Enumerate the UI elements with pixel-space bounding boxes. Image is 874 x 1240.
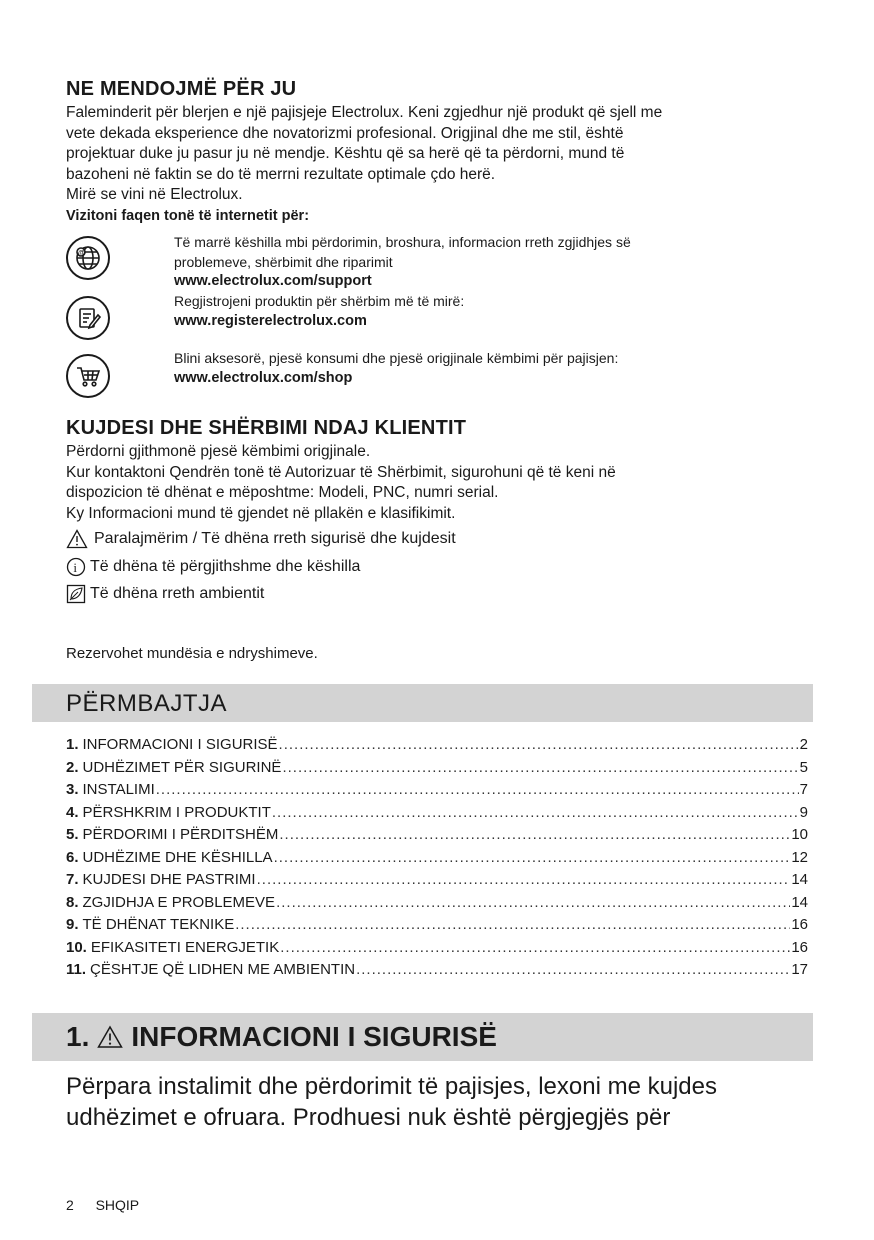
toc-title: PËRMBAJTJA	[66, 690, 228, 717]
globe-support-icon	[66, 236, 110, 280]
support-link[interactable]: www.electrolux.com/support	[174, 273, 372, 289]
leaf-environment-icon	[66, 584, 86, 604]
reserved-note: Rezervohet mundësia e ndryshimeve.	[66, 645, 318, 662]
toc-item[interactable]: 10. EFIKASITETI ENERGJETIK ..... 16	[66, 937, 808, 960]
page-footer	[66, 1197, 139, 1213]
care-paragraph: Përdorni gjithmonë pjesë këmbimi origjinale. Kur kontaktoni Qendrën tonë të Autorizuar të Shërbimit, sigurohuni që të keni në dispozicion të dhënat e mëposhtme: Modeli, PNC, numri serial. Ky Informacioni mund të gjendet në pllakën e klasifikimit.	[66, 443, 616, 522]
intro-paragraph	[66, 103, 806, 226]
page-number: 2	[66, 1197, 74, 1213]
register-link[interactable]: www.registerelectrolux.com	[174, 312, 367, 329]
intro-line: projektuar duke ju pasur ju në mendje. Kështu që sa herë që ta përdorni, mund të	[66, 145, 625, 162]
intro-heading: NE MENDOJMË PËR JU	[66, 78, 297, 100]
legend-info: i Të dhëna të përgjithshme dhe këshilla	[66, 557, 360, 577]
svg-text:@: @	[78, 250, 85, 257]
toc-item[interactable]: 6. UDHËZIME DHE KËSHILLA ..... 12	[66, 847, 808, 870]
care-heading: KUJDESI DHE SHËRBIMI NDAJ KLIENTIT	[66, 417, 467, 439]
legend-environment: Të dhëna rreth ambientit	[66, 584, 264, 604]
language-label: SHQIP	[95, 1197, 140, 1213]
toc-item[interactable]: 8. ZGJIDHJA E PROBLEMEVE ..... 14	[66, 892, 808, 915]
web-item-shop: Blini aksesorë, pjesë konsumi dhe pjesë origjinale këmbimi për pajisjen: www.electrolux.com/shop	[174, 349, 618, 388]
web-item-register: Regjistrojeni produktin për shërbim më të mirë: www.registerelectrolux.com	[174, 292, 464, 331]
svg-text:i: i	[73, 560, 78, 575]
visit-label: Vizitoni faqen tonë të internetit për:	[66, 207, 310, 224]
warning-triangle-icon	[66, 529, 88, 549]
intro-line: Mirë se vini në Electrolux.	[66, 186, 243, 203]
shop-link[interactable]: www.electrolux.com/shop	[174, 369, 353, 386]
section1-heading: 1. INFORMACIONI I SIGURISË	[66, 1021, 497, 1052]
shopping-cart-icon	[66, 354, 110, 398]
intro-line: vete dekada eksperience dhe novatorizmi profesional. Origjinal dhe me stil, është	[66, 124, 624, 142]
toc-item[interactable]: 11. ÇËSHTJE QË LIDHEN ME AMBIENTIN ..... 17	[66, 959, 808, 982]
toc-item[interactable]: 4. PËRSHKRIM I PRODUKTIT ..... 9	[66, 802, 808, 825]
toc-item[interactable]: 7. KUJDESI DHE PASTRIMI ..... 14	[66, 869, 808, 892]
table-of-contents	[66, 734, 808, 982]
section1-paragraph: Përpara instalimit dhe përdorimit të pajisjes, lexoni me kujdes udhëzimet e ofruara. Prodhuesi nuk është përgjegjës për	[66, 1073, 717, 1131]
toc-item[interactable]: 1. INFORMACIONI I SIGURISË ..... 2	[66, 734, 808, 757]
toc-item[interactable]: 9. TË DHËNAT TEKNIKE ..... 16	[66, 914, 808, 937]
legend-warning: Paralajmërim / Të dhëna rreth sigurisë dhe kujdesit	[66, 529, 456, 549]
toc-item[interactable]: 3. INSTALIMI ..... 7	[66, 779, 808, 802]
intro-line: bazoheni në faktin se do të merrni rezultate optimale çdo herë.	[66, 165, 496, 183]
info-icon	[66, 557, 86, 577]
intro-line: Faleminderit për blerjen e një pajisjeje Electrolux. Keni zgjedhur një produkt që sjell me	[66, 104, 663, 121]
toc-item[interactable]: 2. UDHËZIMET PËR SIGURINË ..... 5	[66, 757, 808, 780]
web-item-support: Të marrë këshilla mbi përdorimin, broshura, informacion rreth zgjidhjes së problemeve, shërbimit dhe riparimit www.electrolux.com/support	[174, 233, 631, 292]
register-document-icon	[66, 296, 110, 340]
toc-item[interactable]: 5. PËRDORIMI I PËRDITSHËM ..... 10	[66, 824, 808, 847]
warning-triangle-icon	[97, 1025, 123, 1049]
